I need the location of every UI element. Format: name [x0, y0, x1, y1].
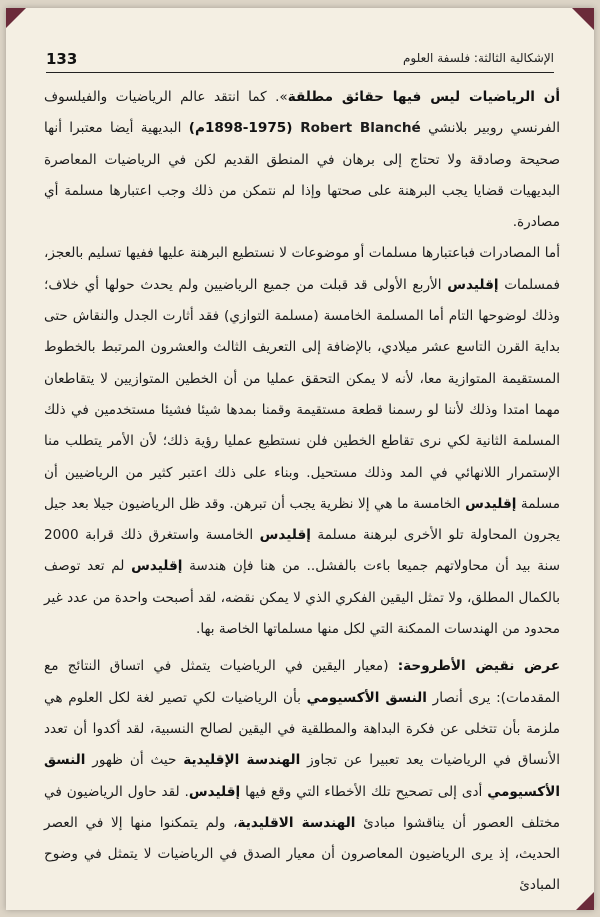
text-run: ، ولم يتمكنوا منها إلا في العصر الحديث، إذ يرى الرياضيون المعاصرون أن معيار الصدق في الرياضيات لا يتمثل في وضوح المبادئ — [44, 814, 560, 894]
text-run: (معيار اليقين في الرياضيات يتمثل في اتساق النتائج مع المقدمات): يرى أنصار — [44, 658, 560, 706]
page-number: 133 — [46, 50, 78, 68]
bold-term: إقليدس — [465, 495, 517, 512]
text-run: لم تعد توصف بالكمال المطلق، ولا تمثل اليقين الفكري الذي لا يمكن نقضه، لقد أصبحت واحدة من عدد غير محدود من الهندسات الممكنة التي لكل منها مسلماتها الخاصة بها. — [44, 558, 560, 638]
bold-term: إقليدس — [447, 276, 499, 293]
paragraph-3 — [44, 651, 560, 901]
dates: (1898-1975م) — [188, 120, 301, 137]
book-page — [6, 8, 594, 910]
text-run: أدى إلى تصحيح تلك الأخطاء التي وقع فيها — [240, 783, 488, 800]
text-run: بأن الرياضيات لكي تصير لغة لكل العلوم هي ملزمة بأن تتخلى عن فكرة البداهة والمطلقية في اليقين لصالح النسبية، لقد أكدوا أن تعدد الأنساق في الرياضيات يعد تعبيرا عن تجاوز — [44, 689, 560, 769]
text-run: أما المصادرات فباعتبارها مسلمات أو موضوعات لا نستطيع البرهنة عليها ففيها تسليم بالعجز، فمسلمات — [44, 245, 560, 293]
bold-term: إقليدس — [188, 783, 241, 800]
page-corner-decoration — [572, 8, 594, 30]
bold-phrase: أن الرياضيات ليس فيها حقائق مطلقة — [287, 89, 561, 105]
text-run: الخامسة واستغرق ذلك قرابة 2000 سنة بيد أن محاولاتهم جميعا باءت بالفشل.. من هنا فإن هندسة — [44, 527, 560, 575]
bold-term: الهندسة الإقليدية — [183, 752, 301, 769]
bold-term: النسق الأكسيومي — [44, 752, 560, 800]
latin-name: Robert Blanché — [300, 120, 421, 137]
text-run: البديهية أيضا معتبرا أنها صحيحة وصادقة ولا تحتاج إلى برهان في المنطق القديم لكن في الرياضيات المعاصرة البديهيات قضايا يجب البرهنة على صحتها وإذا لم نتمكن من ذلك وجب اعتبارها مسلمة أي مصادرة. — [44, 120, 560, 231]
bold-term: النسق الأكسيومي — [306, 689, 427, 706]
text-run: الأربع الأولى قد قبلت من جميع الرياضيين ولم يحدث حولها أي خلاف؛ وذلك لوضوحها التام أما المسلمة الخامسة (مسلمة التوازي) فقد أثارت الجدل والنقاش حتى بداية القرن التاسع عشر ميلادي، بالإضافة إلى التعريف الثالث والعشرون المرتبط بالخطوط المستقيمة المتوازية معا، لأنه لا يمكن التحقق عمليا من أن الخطين المتوازيين لا يتقاطعان مهما امتدا وذلك لأننا لو رسمنا قطعة مستقيمة وقمنا بمدها شيئا فشيئا مستخدمين في ذلك المسلمة الثانية لكي نرى تقاطع الخطين فلن نستطيع عمليا رؤية ذلك؛ لأن الأمر يتطلب منا الإستمرار اللانهائي في المد وذلك مستحيل. وبناء على ذلك اعتبر كثير من الرياضيين أن مسلمة — [44, 276, 560, 512]
text-run: الخامسة ما هي إلا نظرية يجب أن تبرهن. وقد ظل الرياضيون جيلا بعد جيل يجرون المحاولة تلو الأخرى لبرهنة مسلمة — [44, 495, 560, 544]
section-heading: عرض نقيض الأطروحة: — [397, 658, 560, 675]
page-corner-decoration — [6, 8, 26, 28]
page-corner-decoration — [576, 892, 594, 910]
text-run: حيث أن ظهور — [85, 752, 184, 769]
bold-term: إقليدس — [131, 558, 183, 575]
bold-term: إقليدس — [259, 527, 311, 544]
body-text — [44, 82, 560, 902]
bold-term: الهندسة الاقليدية — [237, 814, 356, 831]
paragraph-2 — [44, 238, 560, 645]
chapter-title: الإشكالية الثالثة: فلسفة العلوم — [403, 51, 554, 65]
running-header — [46, 48, 554, 73]
text-run: . لقد حاول الرياضيون في مختلف العصور أن يناقشوا مبادئ — [44, 783, 561, 831]
text-run: ». كما انتقد عالم الرياضيات والفيلسوف الفرنسي روبير بلانشي — [44, 89, 560, 137]
paragraph-1 — [44, 82, 560, 238]
